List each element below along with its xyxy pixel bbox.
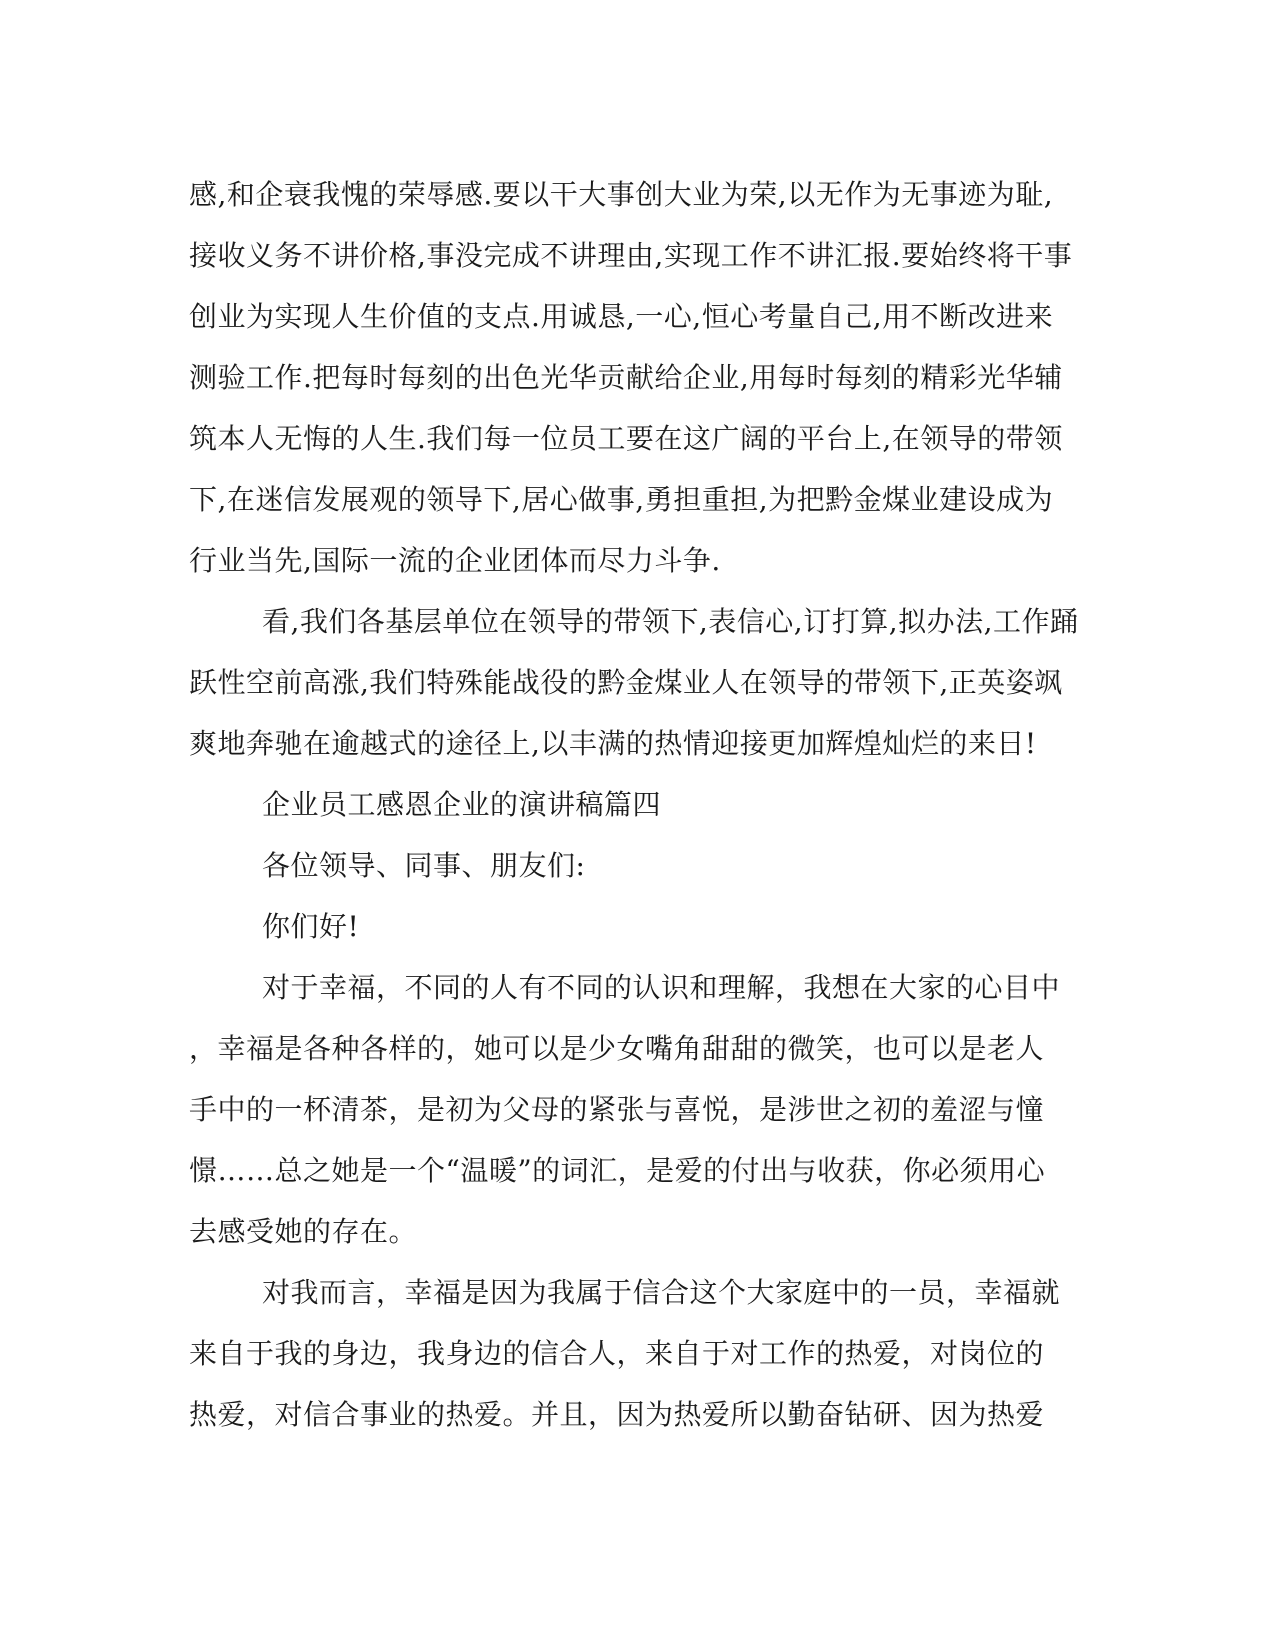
text-line: 手中的一杯清茶，是初为父母的紧张与喜悦，是涉世之初的羞涩与憧 (189, 1093, 1045, 1126)
document-body (189, 164, 1089, 1445)
text-line: 来自于我的身边，我身边的信合人，来自于对工作的热爱，对岗位的 (189, 1337, 1045, 1370)
text-line: 测验工作.把每时每刻的出色光华贡献给企业,用每时每刻的精彩光华辅 (189, 361, 1063, 394)
salutation: 各位领导、同事、朋友们: (262, 849, 586, 882)
text-line: 行业当先,国际一流的企业团体而尽力斗争. (189, 544, 721, 577)
paragraph-start-line: 对我而言，幸福是因为我属于信合这个大家庭中的一员，幸福就 (262, 1276, 1061, 1309)
text-line: 创业为实现人生价值的支点.用诚恳,一心,恒心考量自己,用不断改进来 (189, 300, 1054, 333)
text-line: 爽地奔驰在逾越式的途径上,以丰满的热情迎接更加辉煌灿烂的来日! (189, 727, 1037, 760)
text-line: 感,和企衰我愧的荣辱感.要以干大事创大业为荣,以无作为无事迹为耻, (189, 178, 1054, 211)
section-heading: 企业员工感恩企业的演讲稿篇四 (262, 788, 662, 821)
paragraph-start-line: 对于幸福，不同的人有不同的认识和理解，我想在大家的心目中 (262, 971, 1061, 1004)
text-line: ，幸福是各种各样的，她可以是少女嘴角甜甜的微笑，也可以是老人 (189, 1032, 1045, 1065)
text-line: 下,在迷信发展观的领导下,居心做事,勇担重担,为把黔金煤业建设成为 (189, 483, 1054, 516)
paragraph-start-line: 看,我们各基层单位在领导的带领下,表信心,订打算,拟办法,工作踊 (262, 605, 1079, 638)
text-line: 筑本人无悔的人生.我们每一位员工要在这广阔的平台上,在领导的带领 (189, 422, 1063, 455)
text-line: 接收义务不讲价格,事没完成不讲理由,实现工作不讲汇报.要始终将干事 (189, 239, 1073, 272)
text-line: 跃性空前高涨,我们特殊能战役的黔金煤业人在领导的带领下,正英姿飒 (189, 666, 1063, 699)
text-line: 去感受她的存在。 (189, 1215, 418, 1248)
text-line: 热爱，对信合事业的热爱。并且，因为热爱所以勤奋钻研、因为热爱 (189, 1398, 1045, 1431)
greeting: 你们好! (262, 910, 360, 943)
text-line: 憬……总之她是一个“温暖”的词汇，是爱的付出与收获，你必须用心 (189, 1154, 1046, 1187)
